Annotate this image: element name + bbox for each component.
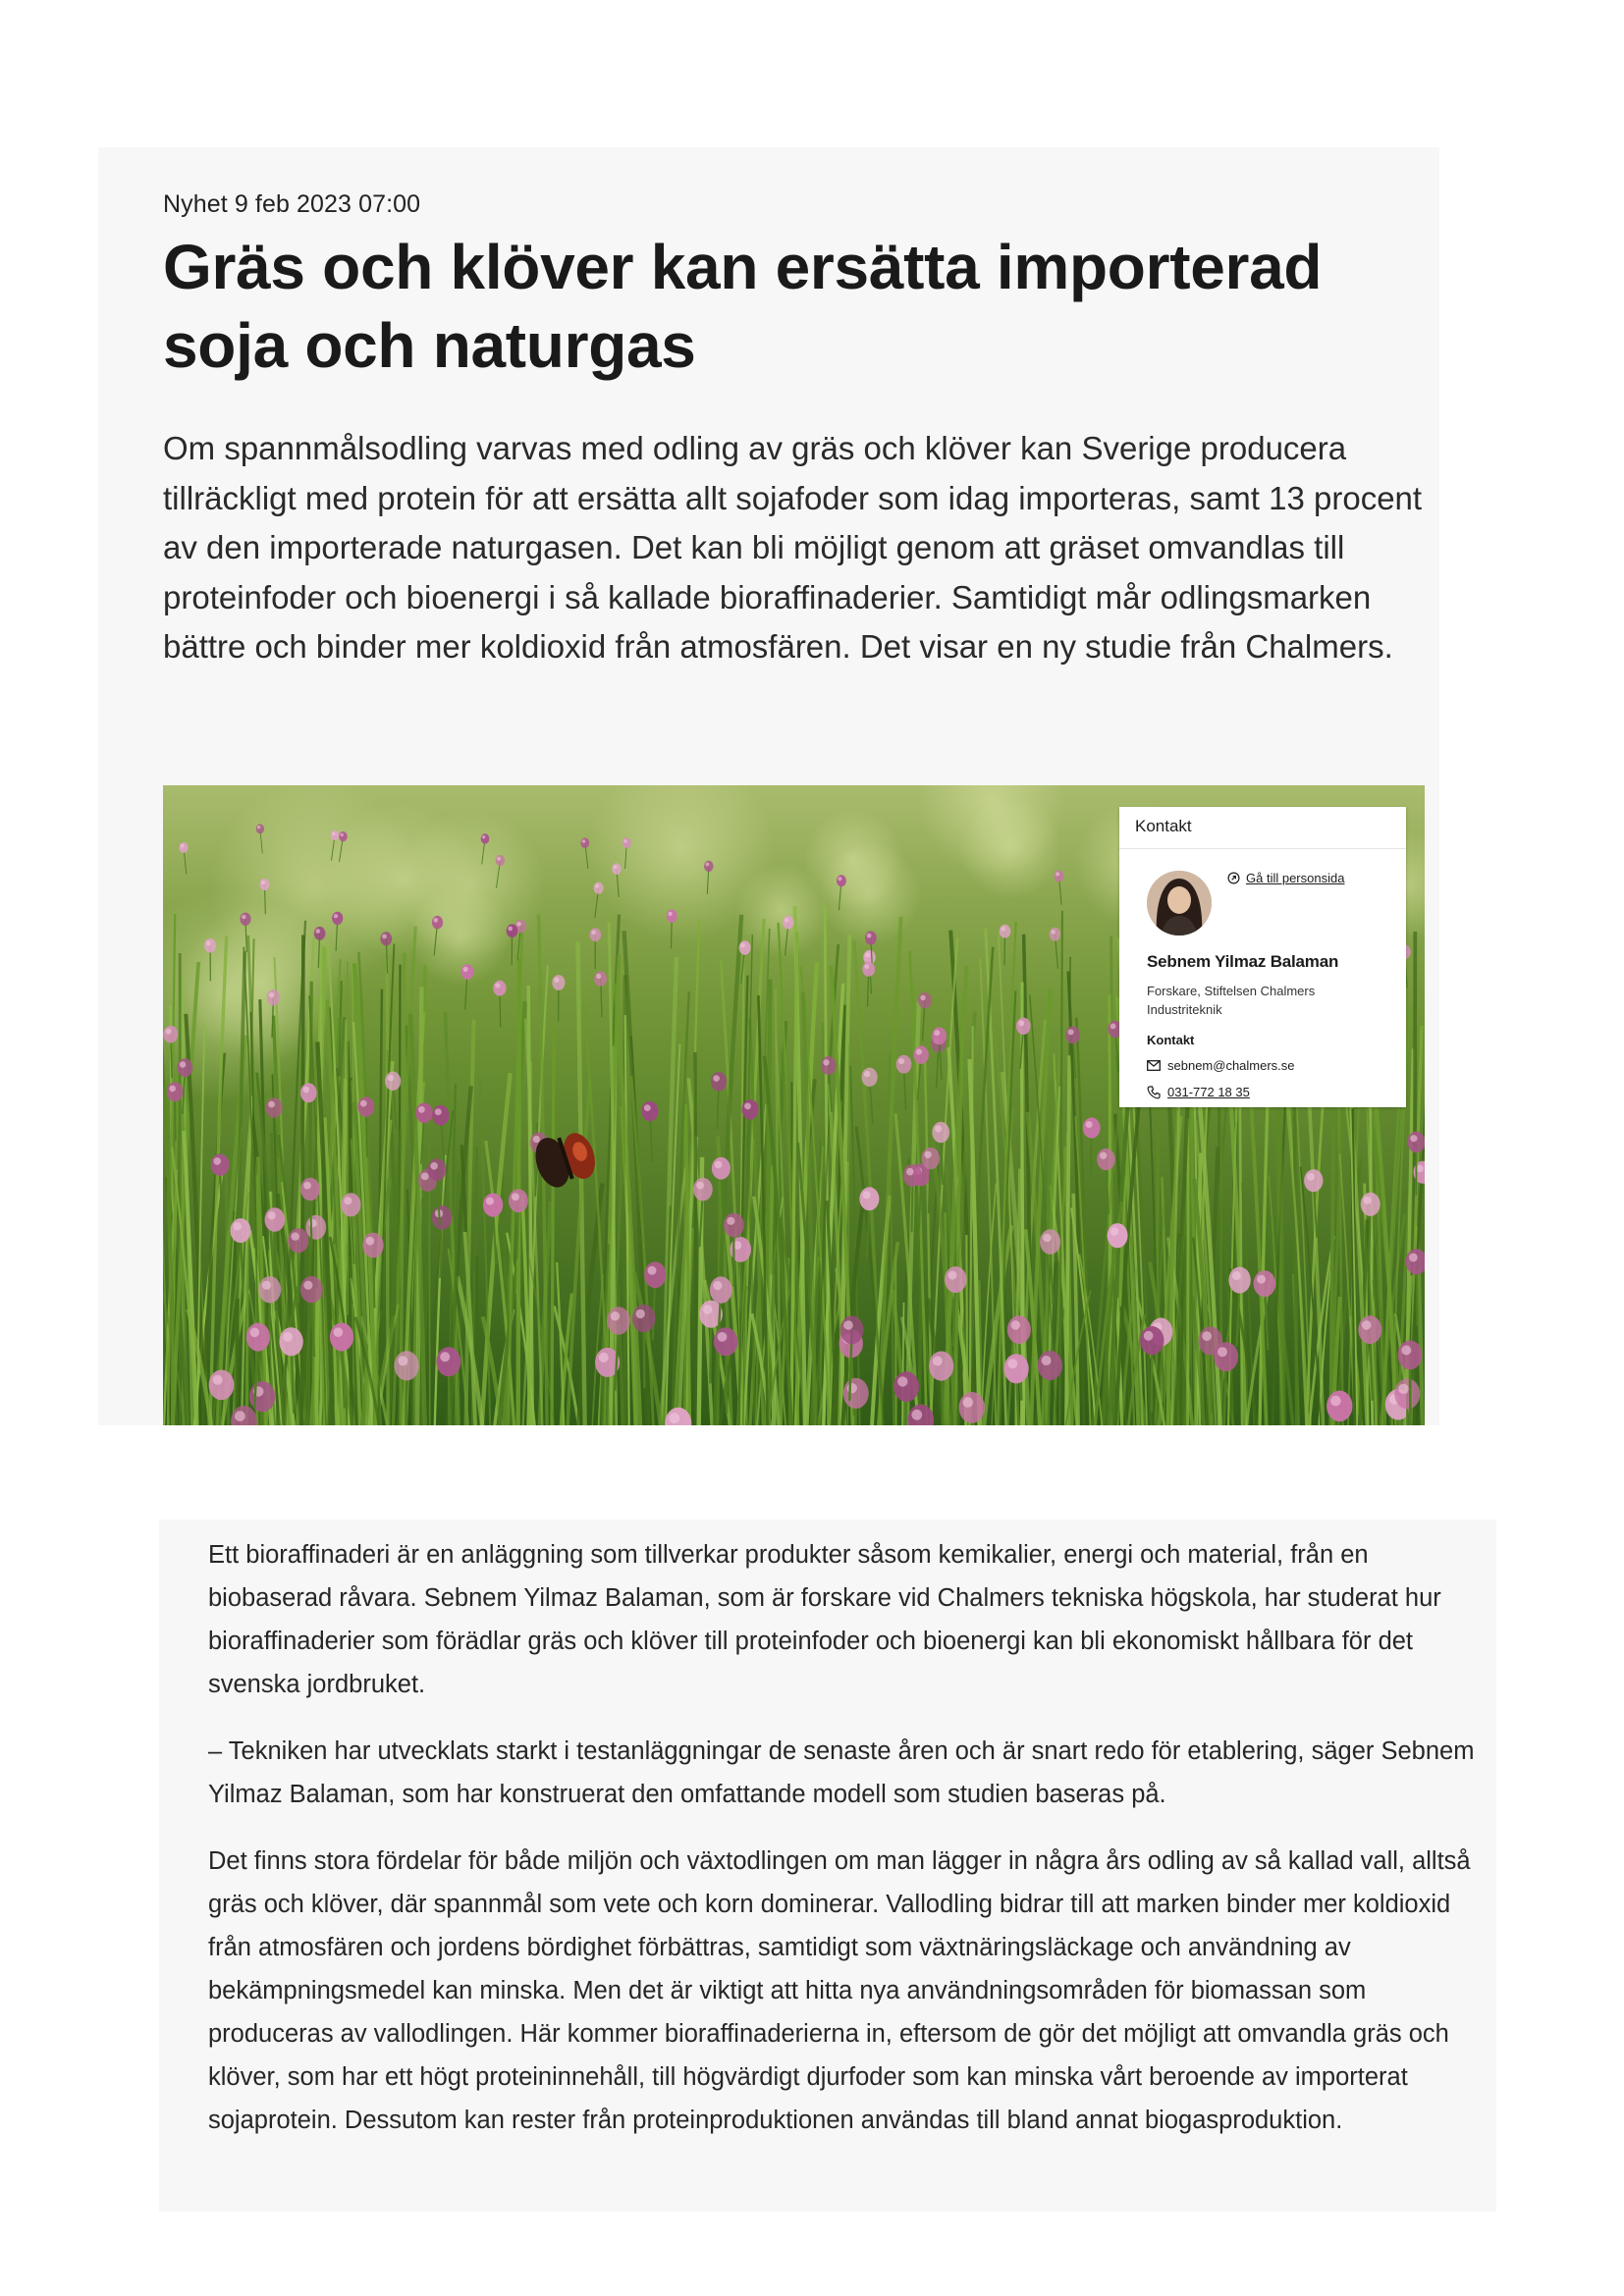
external-link-icon	[1227, 872, 1240, 884]
person-title: Forskare, Stiftelsen Chalmers Industriteknik	[1147, 984, 1316, 1017]
contact-divider	[1119, 848, 1406, 849]
contact-email[interactable]	[1147, 1058, 1295, 1073]
body-paragraph-quote: – Tekniken har utvecklats starkt i testanläggningar de senaste åren och är snart redo för etablering, säger Sebnem Yilmaz Balaman, som har konstruerat den omfattande modell som studien baseras på.	[208, 1737, 1475, 1808]
body-paragraph: Ett bioraffinaderi är en anläggning som tillverkar produkter såsom kemikalier, energi och material, från en biobaserad råvara. Sebnem Yilmaz Balaman, som är forskare vid Chalmers tekniska högskola, har studerat hur bioraffinaderier som förädlar gräs och klöver till proteinfoder och bioenergi kan bli ekonomiskt hållbara för det svenska jordbruket.	[208, 1541, 1441, 1698]
mail-icon	[1147, 1060, 1161, 1071]
avatar	[1147, 871, 1212, 935]
article-headline: Gräs och klöver kan ersätta importerad soja och naturgas	[163, 232, 1323, 381]
article-body-card	[159, 1520, 1496, 2212]
contact-phone-value: 031-772 18 35	[1167, 1085, 1250, 1099]
person-photo-icon	[1147, 871, 1212, 935]
person-page-link-label: Gå till personsida	[1246, 871, 1345, 885]
article-meta: Nyhet 9 feb 2023 07:00	[163, 190, 421, 218]
phone-icon	[1147, 1086, 1161, 1099]
article-lead: Om spannmålsodling varvas med odling av gräs och klöver kan Sverige producera tillräckligt med protein för att ersätta allt sojafoder som idag importeras, samt 13 procent av den importerade naturgasen. Det kan bli möjligt genom att gräset omvandlas till proteinfoder och bioenergi i så kallade bioraffinaderier. Samtidigt mår odlingsmarken bättre och binder mer koldioxid från atmosfären. Det visar en ny studie från Chalmers.	[163, 430, 1423, 666]
contact-heading: Kontakt	[1135, 817, 1192, 835]
contact-card	[1119, 807, 1406, 1107]
contact-phone[interactable]	[1147, 1085, 1250, 1099]
person-name: Sebnem Yilmaz Balaman	[1147, 952, 1339, 971]
person-page-link[interactable]	[1227, 871, 1344, 885]
contact-email-value: sebnem@chalmers.se	[1167, 1058, 1295, 1073]
contact-subheading: Kontakt	[1147, 1033, 1195, 1047]
body-paragraph: Det finns stora fördelar för både miljön och växtodlingen om man lägger in några års odling av så kallad vall, alltså gräs och klöver, där spannmål som vete och korn dominerar. Vallodling bidrar till att marken binder mer koldioxid från atmosfären och jordens bördighet förbättras, samtidigt som växtnäringsläckage och användning av bekämpningsmedel kan minska. Men det är viktigt att hitta nya användningsområden för biomassan som produceras av vallodlingen. Här kommer bioraffinaderierna in, eftersom de gör det möjligt att omvandla gräs och klöver, som har ett högt proteininnehåll, till högvärdigt djurfoder som kan minska vårt beroende av importerat sojaprotein. Dessutom kan rester från proteinproduktionen användas till bland annat biogasproduktion.	[208, 1847, 1471, 2134]
